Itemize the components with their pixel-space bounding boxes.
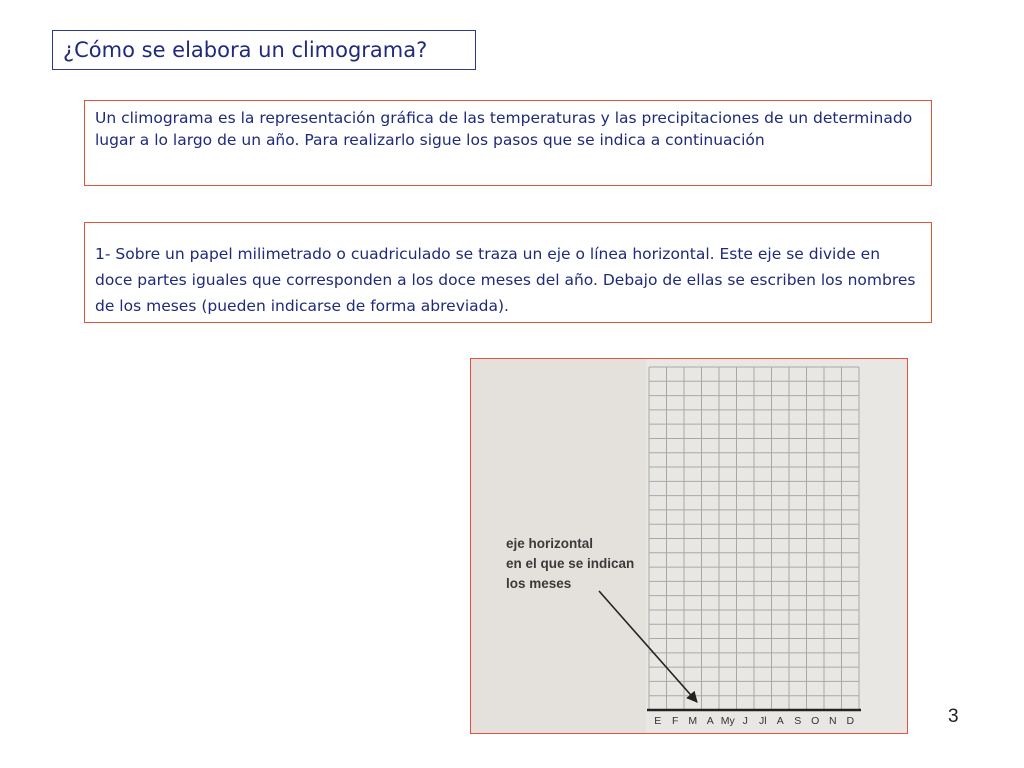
- callout-line-1: eje horizontal: [506, 536, 594, 551]
- month-label: D: [846, 715, 855, 727]
- intro-text: Un climograma es la representación gráfica de las temperaturas y las precipitaciones de un determinado lugar a lo largo de un año. Para realizarlo sigue los pasos que se indica a continuación: [95, 109, 913, 149]
- month-label: My: [720, 715, 735, 727]
- callout-line-3: los meses: [506, 576, 572, 591]
- month-label: A: [776, 715, 784, 727]
- month-label: N: [828, 715, 837, 727]
- month-label: S: [794, 715, 802, 727]
- intro-text-box: [84, 100, 932, 186]
- month-label: A: [706, 715, 714, 727]
- month-label: J: [742, 715, 748, 727]
- month-label: Jl: [758, 715, 767, 727]
- slide-title-text: ¿Cómo se elabora un climograma?: [63, 38, 428, 62]
- month-label: E: [654, 715, 662, 727]
- axis-callout: [506, 534, 656, 594]
- slide-title: [52, 30, 476, 70]
- callout-line-2: en el que se indican: [506, 556, 635, 571]
- page-number: 3: [948, 706, 959, 727]
- month-label: O: [811, 715, 820, 727]
- step-1-text-box: [84, 222, 932, 323]
- month-label: M: [688, 715, 698, 727]
- month-label: F: [672, 715, 679, 727]
- grid-paper-figure: [470, 358, 908, 734]
- step-1-text: 1- Sobre un papel milimetrado o cuadriculado se traza un eje o línea horizontal. Este eje se divide en doce partes iguales que corresponden a los doce meses del año. Debajo de ellas se escriben los nombres de los meses (pueden indicarse de forma abreviada).: [95, 245, 916, 315]
